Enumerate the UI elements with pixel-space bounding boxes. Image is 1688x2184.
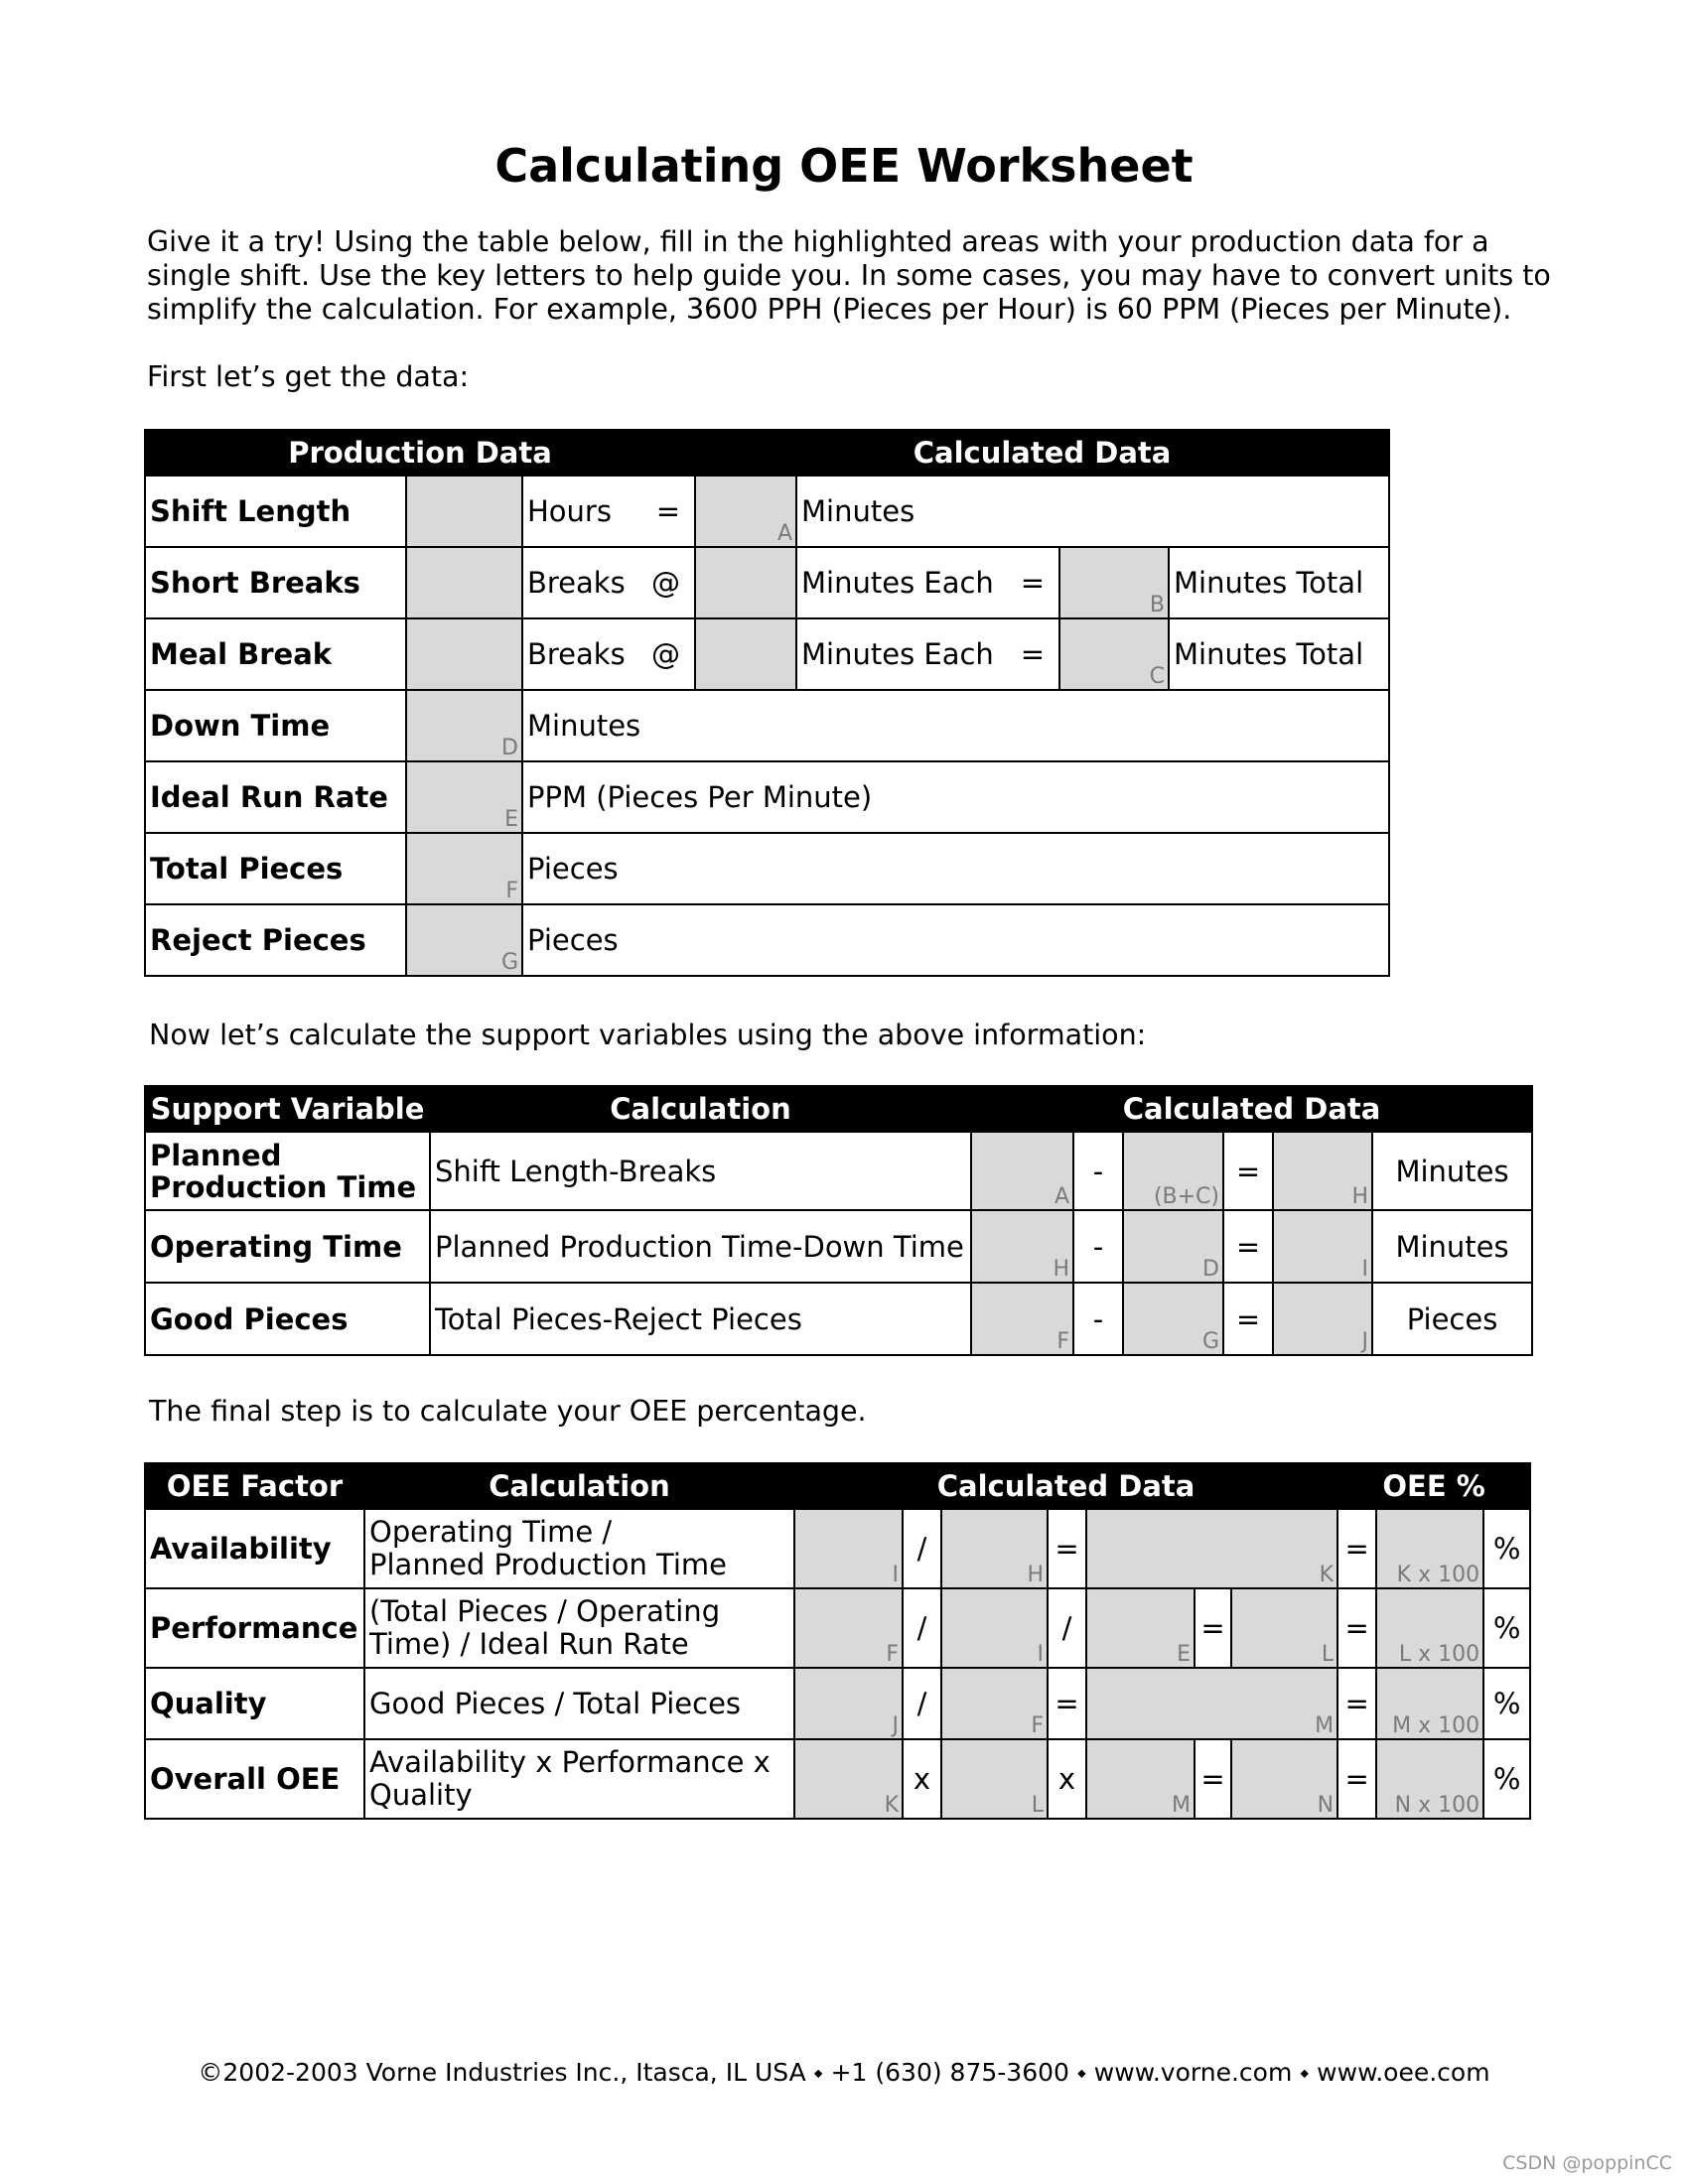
calc-input[interactable] xyxy=(941,1509,1048,1588)
row-performance xyxy=(145,1588,1530,1668)
row-label: Down Time xyxy=(145,690,406,761)
key-letter: K xyxy=(884,1793,899,1818)
shift-length-hours-input[interactable] xyxy=(406,476,522,547)
percent-input[interactable] xyxy=(1376,1739,1483,1819)
key-letter: G xyxy=(1201,1329,1219,1354)
percent-sign: % xyxy=(1483,1668,1530,1739)
calculation-line: Quality xyxy=(369,1778,473,1812)
result-input[interactable] xyxy=(1086,1668,1337,1739)
row-down-time xyxy=(145,690,1389,761)
unit-label: Pieces xyxy=(522,833,1389,904)
calc-input[interactable] xyxy=(941,1588,1048,1668)
calc-input[interactable] xyxy=(1123,1283,1223,1355)
percent-input[interactable] xyxy=(1376,1509,1483,1588)
operator: = xyxy=(1048,1509,1086,1588)
calc-input[interactable] xyxy=(1123,1210,1223,1283)
header-calculated-data: Calculated Data xyxy=(971,1086,1532,1132)
unit-label: Breaks xyxy=(527,566,626,600)
key-letter: J xyxy=(892,1713,899,1738)
row-label: Quality xyxy=(145,1668,364,1739)
row-label: Short Breaks xyxy=(145,547,406,618)
meal-break-total-input[interactable] xyxy=(1059,618,1169,690)
meal-break-count-input[interactable] xyxy=(406,618,522,690)
row-label: Ideal Run Rate xyxy=(145,761,406,833)
calculation-line: Time) / Ideal Run Rate xyxy=(369,1627,689,1661)
unit-label: Minutes Each xyxy=(801,566,994,600)
short-breaks-total-input[interactable] xyxy=(1059,547,1169,618)
calc-input[interactable] xyxy=(1086,1588,1195,1668)
result-input[interactable] xyxy=(1273,1283,1372,1355)
operator: - xyxy=(1073,1210,1123,1283)
percent-input[interactable] xyxy=(1376,1668,1483,1739)
key-letter: F xyxy=(1031,1713,1044,1738)
key-letter: E xyxy=(1177,1642,1191,1667)
calc-input[interactable] xyxy=(971,1283,1073,1355)
result-input[interactable] xyxy=(1231,1588,1337,1668)
calculation-text xyxy=(364,1588,794,1668)
row-meal-break xyxy=(145,618,1389,690)
total-pieces-input[interactable] xyxy=(406,833,522,904)
intro-text xyxy=(147,225,1557,394)
header-calculated-data: Calculated Data xyxy=(695,430,1389,476)
unit-label: Minutes xyxy=(522,690,1389,761)
cell-unit xyxy=(522,476,695,547)
row-ideal-run-rate xyxy=(145,761,1389,833)
calculation-text: Good Pieces / Total Pieces xyxy=(364,1668,794,1739)
key-letter: A xyxy=(776,521,793,546)
calc-input[interactable] xyxy=(1086,1739,1195,1819)
unit-label: Minutes xyxy=(1372,1132,1532,1210)
row-label: Meal Break xyxy=(145,618,406,690)
header-oee-percent: OEE % xyxy=(1337,1463,1530,1509)
key-letter: B xyxy=(1149,593,1166,617)
key-letter: J xyxy=(1361,1329,1368,1354)
key-letter: A xyxy=(1054,1184,1069,1209)
key-letter: I xyxy=(892,1563,899,1587)
operator: = xyxy=(1020,566,1046,600)
operator: = xyxy=(1195,1739,1231,1819)
row-overall-oee xyxy=(145,1739,1530,1819)
operator: @ xyxy=(651,637,681,671)
operator: = xyxy=(1195,1588,1231,1668)
cell-unit xyxy=(796,547,1059,618)
unit-label: Hours xyxy=(527,494,612,528)
result-input[interactable] xyxy=(1273,1210,1372,1283)
unit-label: Minutes xyxy=(796,476,1389,547)
header-calculation: Calculation xyxy=(430,1086,971,1132)
key-letter: N x 100 xyxy=(1394,1793,1480,1818)
calculation-line: (Total Pieces / Operating xyxy=(369,1594,721,1628)
calculation-line: Availability x Performance x xyxy=(369,1745,771,1779)
operator: = xyxy=(1337,1509,1376,1588)
row-shift-length xyxy=(145,476,1389,547)
operator: - xyxy=(1073,1132,1123,1210)
cell-unit xyxy=(522,547,695,618)
calculation-text: Total Pieces-Reject Pieces xyxy=(430,1283,971,1355)
reject-pieces-input[interactable] xyxy=(406,904,522,976)
row-planned-production-time xyxy=(145,1132,1532,1210)
percent-sign: % xyxy=(1483,1588,1530,1668)
operator: / xyxy=(903,1668,941,1739)
row-availability xyxy=(145,1509,1530,1588)
calc-input[interactable] xyxy=(794,1668,903,1739)
row-good-pieces xyxy=(145,1283,1532,1355)
row-operating-time xyxy=(145,1210,1532,1283)
key-letter: F xyxy=(886,1642,899,1667)
footer-copyright: ©2002-2003 Vorne Industries Inc., Itasca, IL USA ⬩ +1 (630) 875-3600 ⬩ www.vorne.com ⬩ www.oee.com xyxy=(198,2058,1490,2087)
cell-unit xyxy=(522,618,695,690)
row-short-breaks xyxy=(145,547,1389,618)
operator: = xyxy=(1337,1668,1376,1739)
unit-label: Breaks xyxy=(527,637,626,671)
key-letter: H xyxy=(1027,1563,1044,1587)
key-letter: I xyxy=(1361,1257,1368,1282)
meal-break-minutes-input[interactable] xyxy=(695,618,796,690)
key-letter: F xyxy=(1056,1329,1069,1354)
unit-label: Pieces xyxy=(522,904,1389,976)
support-intro: Now let’s calculate the support variables using the above information: xyxy=(149,1019,1147,1051)
header-production-data: Production Data xyxy=(145,430,695,476)
key-letter: N xyxy=(1317,1793,1335,1818)
key-letter: M x 100 xyxy=(1392,1713,1480,1738)
key-letter: D xyxy=(1202,1257,1219,1282)
row-label: Planned Production Time xyxy=(145,1132,430,1210)
key-letter: M xyxy=(1315,1713,1335,1738)
header-calculated-data: Calculated Data xyxy=(794,1463,1337,1509)
operator: / xyxy=(903,1509,941,1588)
percent-sign: % xyxy=(1483,1509,1530,1588)
result-input[interactable] xyxy=(1231,1739,1337,1819)
key-letter: I xyxy=(1037,1642,1044,1667)
result-input[interactable] xyxy=(1086,1509,1337,1588)
calc-input[interactable] xyxy=(941,1739,1048,1819)
calculation-line: Planned Production Time xyxy=(369,1548,728,1581)
calculation-text xyxy=(364,1739,794,1819)
unit-label: Minutes Each xyxy=(801,637,994,671)
intro-lead: First let’s get the data: xyxy=(147,360,470,393)
support-variables-table xyxy=(144,1085,1533,1356)
row-label: Availability xyxy=(145,1509,364,1588)
key-letter: C xyxy=(1149,664,1166,689)
unit-label: Pieces xyxy=(1372,1283,1532,1355)
cell-unit xyxy=(796,618,1059,690)
key-letter: E xyxy=(504,807,518,832)
operator: = xyxy=(1223,1210,1273,1283)
calc-input[interactable] xyxy=(971,1210,1073,1283)
header-calculation: Calculation xyxy=(364,1463,794,1509)
operator: / xyxy=(1048,1588,1086,1668)
key-letter: K x 100 xyxy=(1396,1563,1480,1587)
calculation-text: Planned Production Time-Down Time xyxy=(430,1210,971,1283)
oee-table xyxy=(144,1462,1531,1820)
key-letter: H xyxy=(1053,1257,1069,1282)
unit-label: Minutes Total xyxy=(1169,547,1389,618)
header-oee-factor: OEE Factor xyxy=(145,1463,364,1509)
calc-input[interactable] xyxy=(794,1509,903,1588)
row-label: Good Pieces xyxy=(145,1283,430,1355)
key-letter: H xyxy=(1351,1184,1368,1209)
key-letter: M xyxy=(1172,1793,1191,1818)
calc-input[interactable] xyxy=(971,1132,1073,1210)
operator: = xyxy=(1048,1668,1086,1739)
calc-input[interactable] xyxy=(1123,1132,1223,1210)
shift-length-minutes-input[interactable] xyxy=(695,476,796,547)
result-input[interactable] xyxy=(1273,1132,1372,1210)
operator: = xyxy=(1223,1283,1273,1355)
row-label: Reject Pieces xyxy=(145,904,406,976)
row-quality xyxy=(145,1668,1530,1739)
calc-input[interactable] xyxy=(794,1588,903,1668)
row-label: Operating Time xyxy=(145,1210,430,1283)
calculation-line: Operating Time / xyxy=(369,1515,613,1549)
calculation-text: Shift Length-Breaks xyxy=(430,1132,971,1210)
watermark: CSDN @poppinCC xyxy=(1502,2152,1672,2174)
header-support-variable: Support Variable xyxy=(145,1086,430,1132)
calc-input[interactable] xyxy=(941,1668,1048,1739)
row-label: Shift Length xyxy=(145,476,406,547)
final-intro: The final step is to calculate your OEE percentage. xyxy=(149,1395,867,1428)
key-letter: G xyxy=(500,950,518,975)
short-breaks-minutes-input[interactable] xyxy=(695,547,796,618)
intro-line: Give it a try! Using the table below, fill in the highlighted areas with your production data for a xyxy=(147,225,1489,258)
short-breaks-count-input[interactable] xyxy=(406,547,522,618)
key-letter: F xyxy=(505,879,518,903)
operator: x xyxy=(1048,1739,1086,1819)
page-title: Calculating OEE Worksheet xyxy=(494,139,1194,193)
operator: = xyxy=(1337,1739,1376,1819)
key-letter: (B+C) xyxy=(1153,1184,1219,1209)
unit-label: PPM (Pieces Per Minute) xyxy=(522,761,1389,833)
down-time-input[interactable] xyxy=(406,690,522,761)
intro-line: simplify the calculation. For example, 3600 PPH (Pieces per Hour) is 60 PPM (Pieces per Minute). xyxy=(147,293,1512,326)
production-data-table xyxy=(144,429,1390,977)
operator: - xyxy=(1073,1283,1123,1355)
row-label: Total Pieces xyxy=(145,833,406,904)
percent-input[interactable] xyxy=(1376,1588,1483,1668)
unit-label: Minutes Total xyxy=(1169,618,1389,690)
row-reject-pieces xyxy=(145,904,1389,976)
row-total-pieces xyxy=(145,833,1389,904)
operator: = xyxy=(1337,1588,1376,1668)
key-letter: K xyxy=(1319,1563,1335,1587)
unit-label: Minutes xyxy=(1372,1210,1532,1283)
key-letter: D xyxy=(501,736,518,760)
key-letter: L xyxy=(1031,1793,1044,1818)
ideal-run-rate-input[interactable] xyxy=(406,761,522,833)
calc-input[interactable] xyxy=(794,1739,903,1819)
operator: / xyxy=(903,1588,941,1668)
row-label: Overall OEE xyxy=(145,1739,364,1819)
operator: = xyxy=(655,494,681,528)
operator: x xyxy=(903,1739,941,1819)
percent-sign: % xyxy=(1483,1739,1530,1819)
key-letter: L xyxy=(1321,1642,1335,1667)
intro-line: single shift. Use the key letters to help guide you. In some cases, you may have to convert units to xyxy=(147,259,1551,292)
operator: @ xyxy=(651,566,681,600)
operator: = xyxy=(1223,1132,1273,1210)
row-label: Performance xyxy=(145,1588,364,1668)
calculation-text xyxy=(364,1509,794,1588)
key-letter: L x 100 xyxy=(1398,1642,1480,1667)
operator: = xyxy=(1020,637,1046,671)
